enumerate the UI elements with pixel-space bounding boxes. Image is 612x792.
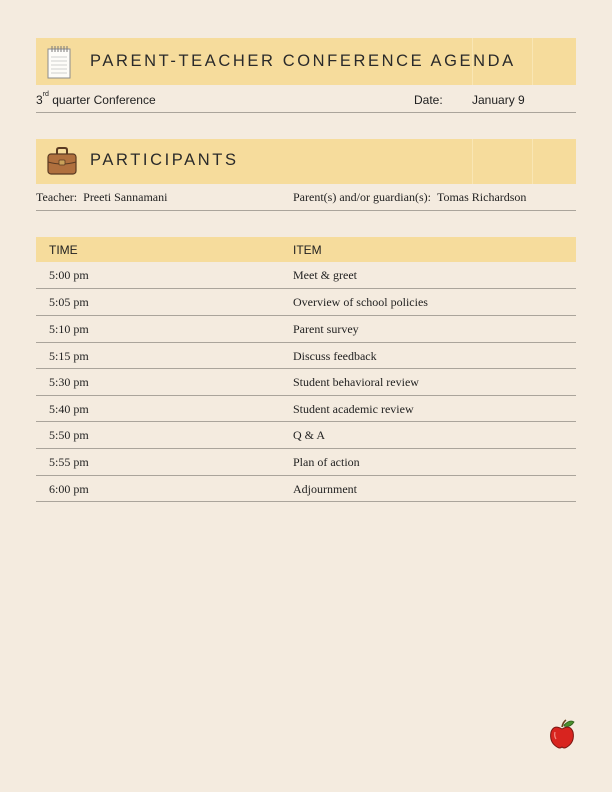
teacher-field: [36, 190, 167, 205]
teacher-label: Teacher:: [36, 190, 78, 204]
table-row: [36, 449, 576, 476]
item-cell: Plan of action: [293, 455, 360, 469]
quarter-text: quarter Conference: [48, 93, 156, 107]
column-header-time: TIME: [49, 243, 78, 257]
parent-field: [293, 190, 526, 205]
table-header: [36, 237, 576, 262]
apple-icon: [548, 718, 576, 755]
time-cell: 5:05 pm: [49, 295, 89, 309]
item-cell: Discuss feedback: [293, 349, 377, 363]
item-cell: Q & A: [293, 428, 326, 442]
item-cell: Student behavioral review: [293, 375, 419, 389]
quarter-suffix: rd: [42, 91, 49, 98]
item-cell: Parent survey: [293, 322, 359, 336]
item-cell: Meet & greet: [293, 268, 357, 282]
time-cell: 5:00 pm: [49, 268, 89, 282]
divider: [36, 210, 576, 211]
quarter-number: 3: [36, 93, 43, 107]
table-row: [36, 369, 576, 396]
notepad-icon: [46, 45, 72, 84]
time-cell: 6:00 pm: [49, 482, 89, 496]
briefcase-icon: [46, 145, 78, 182]
conference-quarter: [36, 93, 156, 107]
date-label: Date:: [414, 93, 443, 107]
table-row: [36, 396, 576, 422]
time-cell: 5:30 pm: [49, 375, 89, 389]
time-cell: 5:15 pm: [49, 349, 89, 363]
item-cell: Adjournment: [293, 482, 357, 496]
participants-title: PARTICIPANTS: [90, 151, 239, 169]
time-cell: 5:10 pm: [49, 322, 89, 336]
item-cell: Overview of school policies: [293, 295, 428, 309]
parent-label: Parent(s) and/or guardian(s):: [293, 190, 431, 204]
column-header-item: ITEM: [293, 243, 322, 257]
time-cell: 5:55 pm: [49, 455, 89, 469]
agenda-header-banner: [36, 38, 576, 85]
divider: [36, 112, 576, 113]
table-row: [36, 289, 576, 316]
page-title: PARENT-TEACHER CONFERENCE AGENDA: [90, 52, 516, 70]
table-row: [36, 343, 576, 369]
item-cell: Student academic review: [293, 402, 414, 416]
teacher-name: Preeti Sannamani: [83, 190, 168, 204]
parent-name: Tomas Richardson: [436, 190, 527, 204]
time-cell: 5:50 pm: [49, 428, 89, 442]
row-divider: [36, 501, 576, 502]
participants-banner: [36, 139, 576, 184]
table-row: [36, 476, 576, 502]
date-value: January 9: [472, 93, 525, 107]
time-cell: 5:40 pm: [49, 402, 89, 416]
table-row: [36, 262, 576, 289]
table-row: [36, 422, 576, 449]
table-row: [36, 316, 576, 343]
